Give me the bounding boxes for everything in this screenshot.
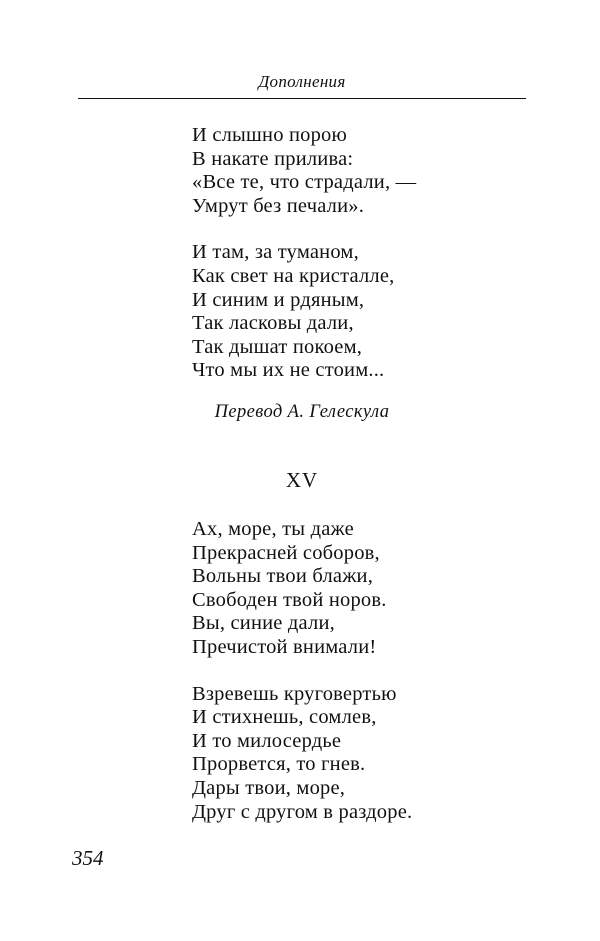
stanza [192, 518, 412, 660]
verse-line: Вольны твои блажи, [192, 565, 374, 588]
page-number: 354 [72, 846, 104, 870]
verse-line: И стихнешь, сомлев, [192, 706, 377, 729]
verse-line: Умрут без печали». [192, 194, 365, 217]
verse-line: И слышно порою [192, 124, 347, 146]
verse-line: Что мы их не стоим... [192, 359, 385, 382]
poem-continuation [192, 124, 416, 383]
verse-line: Ах, море, ты даже [192, 518, 354, 540]
verse-line: Друг с другом в раздоре. [192, 800, 413, 823]
stanza [192, 124, 416, 218]
verse-line: «Все те, что страдали, — [192, 171, 417, 194]
verse-line: Так дышат покоем, [192, 335, 363, 358]
verse-line: И то милосердье [192, 729, 342, 752]
verse-line: Прекрасней соборов, [192, 541, 380, 564]
verse-line: Так ласковы дали, [192, 312, 354, 335]
stanza [192, 241, 416, 383]
verse-line: Пречистой внимали! [192, 635, 377, 658]
stanza [192, 683, 412, 825]
verse-line: В накате прилива: [192, 147, 354, 170]
verse-line: Свободен твой норов. [192, 588, 387, 611]
verse-line: Как свет на кристалле, [192, 264, 395, 287]
running-head: Дополнения [258, 72, 346, 91]
verse-line: И синим и рдяным, [192, 288, 365, 311]
poem-xv [192, 518, 412, 824]
header-rule [78, 98, 526, 99]
translator-attribution: Перевод А. Гелескула [214, 402, 390, 422]
verse-line: Взревешь круговертью [192, 682, 397, 705]
section-numeral: XV [285, 468, 319, 492]
verse-line: Прорвется, то гнев. [192, 753, 366, 776]
verse-line: И там, за туманом, [192, 241, 359, 264]
verse-line: Дары твои, море, [192, 776, 346, 799]
verse-line: Вы, синие дали, [192, 612, 335, 635]
